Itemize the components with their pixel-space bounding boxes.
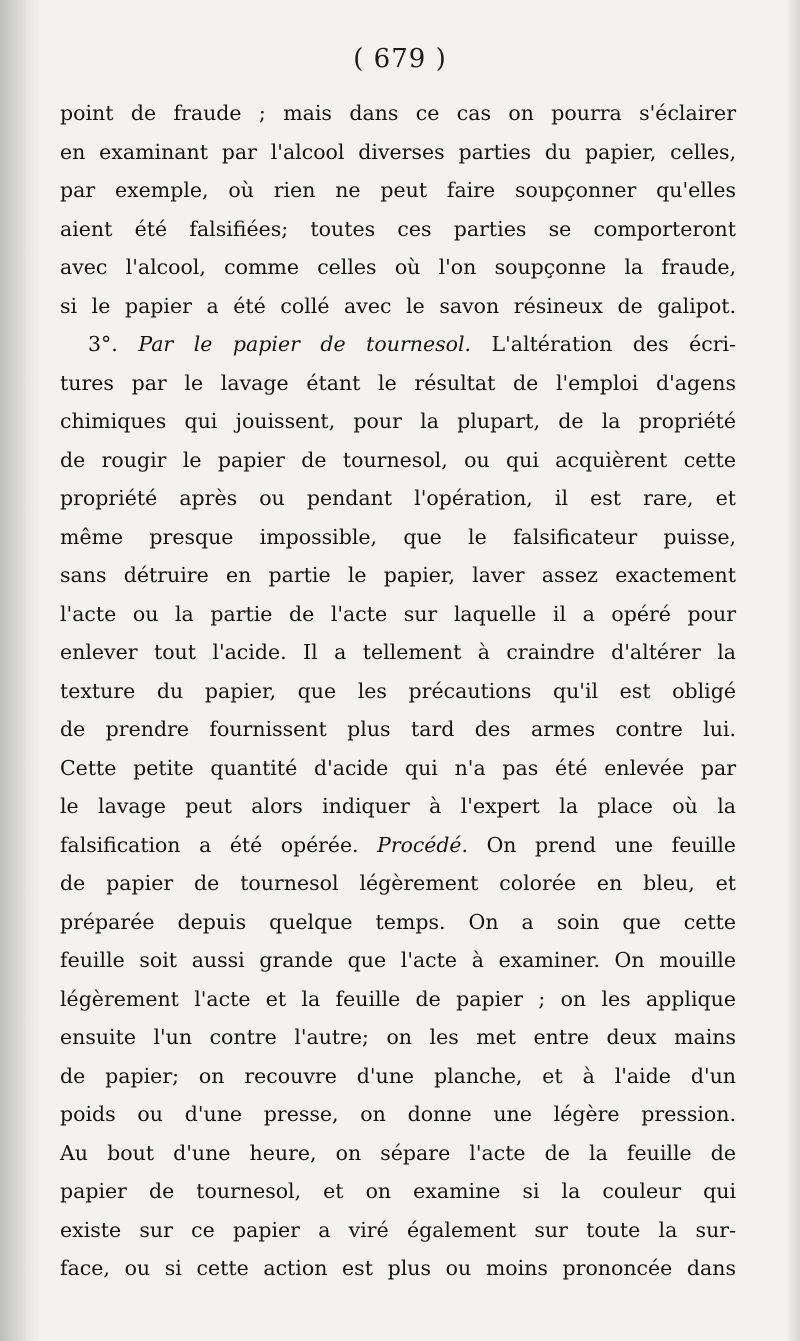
text-line: légèrement l'acte et la feuille de papier ; on les applique <box>60 986 736 1011</box>
text-line: le lavage peut alors indiquer à l'expert la place où la <box>60 794 736 818</box>
italic-heading: Procédé. <box>377 832 468 857</box>
text-line: Cette petite quantité d'acide qui n'a pas été enlevée par <box>60 755 736 780</box>
text-line: si le papier a été collé avec le savon résineux de galipot. <box>60 293 736 318</box>
text-line: feuille soit aussi grande que l'acte à examiner. On mouille <box>60 948 736 972</box>
text-line: de papier de tournesol légèrement colorée en bleu, et <box>60 871 736 895</box>
text-line: enlever tout l'acide. Il a tellement à craindre d'altérer la <box>60 640 736 664</box>
text-line: poids ou d'une presse, on donne une légère pression. <box>60 1102 736 1126</box>
text-line: de papier; on recouvre d'une planche, et à l'aide d'un <box>60 1063 736 1088</box>
text-line: tures par le lavage étant le résultat de l'emploi d'agens <box>60 370 736 395</box>
text-line: face, ou si cette action est plus ou moins prononcée dans <box>60 1256 736 1280</box>
text-line: sans détruire en partie le papier, laver assez exactement <box>60 563 736 587</box>
text-line: avec l'alcool, comme celles où l'on soupçonne la fraude, <box>60 255 736 279</box>
text-line: Au bout d'une heure, on sépare l'acte de la feuille de <box>60 1140 736 1165</box>
page-number: ( 679 ) <box>353 44 447 74</box>
text-line: préparée depuis quelque temps. On a soin que cette <box>60 909 736 934</box>
text-line: falsification a été opérée. Procédé. On prend une feuille <box>60 832 736 857</box>
text-line: ensuite l'un contre l'autre; on les met entre deux mains <box>60 1025 736 1049</box>
text-line: existe sur ce papier a viré également sur toute la sur- <box>60 1217 736 1242</box>
text-line: propriété après ou pendant l'opération, il est rare, et <box>60 486 736 510</box>
text-line: texture du papier, que les précautions qu'il est obligé <box>60 678 736 703</box>
text-line: de rougir le papier de tournesol, ou qui acquièrent cette <box>60 447 736 472</box>
text-line: par exemple, où rien ne peut faire soupçonner qu'elles <box>60 178 736 202</box>
text-line: l'acte ou la partie de l'acte sur laquelle il a opéré pour <box>60 601 736 626</box>
text-line: 3°. Par le papier de tournesol. L'altération des écri- <box>88 332 736 356</box>
text-line: même presque impossible, que le falsificateur puisse, <box>60 524 736 549</box>
text-line: de prendre fournissent plus tard des armes contre lui. <box>60 717 736 741</box>
text-line: chimiques qui jouissent, pour la plupart, de la propriété <box>60 409 736 433</box>
text-line: en examinant par l'alcool diverses parties du papier, celles, <box>60 139 736 164</box>
text-line: aient été falsifiées; toutes ces parties se comporteront <box>60 216 736 241</box>
text-line: papier de tournesol, et on examine si la couleur qui <box>60 1179 736 1203</box>
body-text <box>60 94 736 1288</box>
italic-heading: Par le papier de tournesol. <box>138 332 472 356</box>
text-line: point de fraude ; mais dans ce cas on pourra s'éclairer <box>60 101 736 125</box>
